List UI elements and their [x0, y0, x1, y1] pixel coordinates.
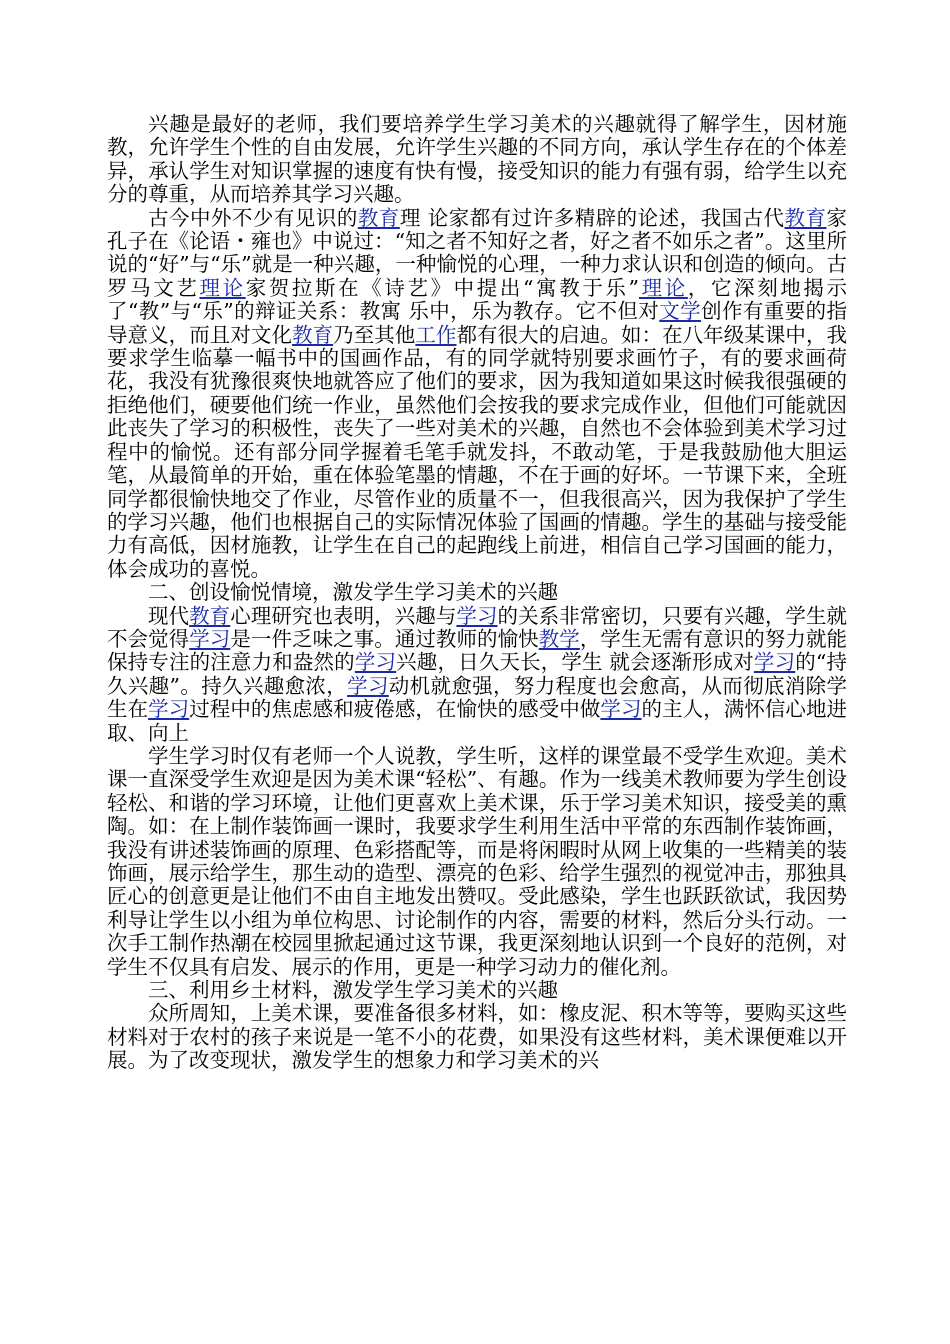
text-run: 的主人，满怀信心地进取、向上 — [107, 697, 848, 745]
para-ancient-views — [107, 207, 847, 582]
inline-link[interactable]: 学习 — [753, 650, 796, 675]
text-run: ，它深刻地揭示了“教”与“乐”的辩证关系：教寓 乐中，乐为教存。它不但对 — [107, 275, 848, 324]
text-run: 三、利用乡土材料，激发学生学习美术的兴趣 — [148, 978, 558, 1003]
text-run: 现代 — [148, 603, 190, 628]
text-run: ，学生无需有意识的努力就能保持专注的注意力和盎然的 — [107, 626, 848, 675]
inline-link[interactable]: 教学 — [538, 626, 580, 651]
heading-section-two — [107, 581, 847, 604]
inline-link[interactable]: 学习 — [189, 626, 231, 651]
text-run: 过程中的焦虑感和疲倦感，在愉快的感受中做 — [189, 697, 601, 722]
inline-link[interactable]: 学习 — [354, 650, 397, 675]
text-run: 创作有重要的指导意义，而且对文化 — [107, 299, 848, 347]
inline-link[interactable]: 工作 — [415, 322, 457, 347]
para-local-materials — [107, 1002, 847, 1072]
inline-link[interactable]: 教育 — [292, 322, 334, 347]
text-run: 的“持久兴趣”。持久兴趣愈浓， — [107, 650, 848, 698]
inline-link[interactable]: 学习 — [347, 673, 389, 698]
heading-section-three — [107, 979, 847, 1002]
inline-link[interactable]: 学习 — [600, 697, 642, 722]
document-page — [107, 113, 847, 1073]
para-modern-research — [107, 605, 847, 745]
text-run: 理 论家都有过许多精辟的论述，我国古代 — [399, 205, 785, 230]
text-run: 是一件乏味之事。通过教师的愉快 — [230, 626, 539, 651]
text-run: 都有很大的启迪。如：在八年级某课中，我要求学生临摹一幅书中的国画作品，有的同学就特别要求画竹子，有的要求画荷花，我没有犹豫很爽快地就答应了他们的要求，因为我知道如果这时候我很强硬的拒绝他们，硬要他们统一作业，虽然他们会按我的要求完成作业，但他们可能就因此丧失了学习的积极性，丧失了一些对美术的兴趣，自然也不会体验到美术学习过程中的愉悦。还有部分同学握着毛笔手就发抖，不敢动笔，于是我鼓励他大胆运笔，从最简单的开始，重在体验笔墨的情趣，不在于画的好坏。一节课下来，全班同学都很愉快地交了作业，尽管作业的质量不一，但我很高兴，因为我保护了学生的学习兴趣，他们也根据自己的实际情况体验了国画的情趣。学生的基础与接受能力有高低，因材施教，让学生在自己的起跑线上前进，相信自己学习国画的能力，体会成功的喜悦。 — [107, 322, 848, 581]
inline-link[interactable]: 文学 — [659, 299, 702, 324]
text-run: 古今中外不少有见识的 — [148, 205, 358, 230]
text-run: 心理研究也表明，兴趣与 — [230, 603, 457, 628]
inline-link[interactable]: 理论 — [639, 275, 688, 300]
text-run: 众所周知，上美术课，要准备很多材料，如：橡皮泥、积木等等，要购买这些材料对于农村的孩子来说是一笔不小的花费，如果没有这些材料，美术课便难以开展。为了改变现状，激发学生的想象力和学习美术的兴 — [107, 1001, 847, 1073]
text-run: 学生学习时仅有老师一个人说教，学生听，这样的课堂最不受学生欢迎。美术课一直深受学生欢迎是因为美术课“轻松”、有趣。作为一线美术教师要为学生创设轻松、和谐的学习环境，让他们更喜欢上美术课，乐于学习美术知识，接受美的熏陶。如：在上制作装饰画一课时，我要求学生利用生活中平常的东西制作装饰画，我没有讲述装饰画的原理、色彩搭配等，而是将闲暇时从网上收集的一些精美的装饰画，展示给学生，那生动的造型、漂亮的色彩、给学生强烈的视觉冲击，那独具匠心的创意更是让他们不由自主地发出赞叹。受此感染，学生也跃跃欲试，我因势利导让学生以小组为单位构思、讨论制作的内容，需要的材料，然后分头行动。一次手工制作热潮在校园里掀起通过这节课，我更深刻地认识到一个良好的范例，对学生不仅具有启发、展示的作用，更是一种学习动力的催化剂。 — [107, 743, 847, 979]
text-run: 的关系非常密切，只要有兴趣，学生就不会觉得 — [107, 603, 848, 651]
text-run: 家孔子在《论语・雍也》中说过：“知之者不知好之者，好之者不如乐之者”。这里所说的“好”与“乐”就是一种兴趣，一种愉悦的心理，一种力求认识和创造的倾向。古罗马文艺 — [107, 205, 847, 300]
para-interest-best-teacher — [107, 113, 847, 207]
text-run: 乃至其他 — [333, 322, 416, 347]
inline-link[interactable]: 学习 — [148, 697, 190, 722]
inline-link[interactable]: 教育 — [357, 205, 400, 230]
text-run: 二、创设愉悦情境，激发学生学习美术的兴趣 — [148, 580, 558, 605]
text-run: 家贺拉斯在《诗艺》中提出“寓教于乐” — [245, 275, 640, 300]
text-run: 动机就愈强，努力程度也会愈高，从而彻底消除学生在 — [107, 673, 848, 722]
text-run: 兴趣，日久天长，学生 就会逐渐形成对 — [396, 650, 754, 675]
inline-link[interactable]: 教育 — [189, 603, 231, 628]
inline-link[interactable]: 学习 — [456, 603, 498, 628]
inline-link[interactable]: 理论 — [199, 275, 246, 300]
inline-link[interactable]: 教育 — [784, 205, 827, 230]
text-run: 兴趣是最好的老师，我们要培养学生学习美术的兴趣就得了解学生，因材施教，允许学生个性的自由发展，允许学生兴趣的不同方向，承认学生存在的个体差异，承认学生对知识掌握的速度有快有慢，接受知识的能力有强有弱，给学生以充分的尊重，从而培养其学习兴趣。 — [107, 112, 847, 207]
para-decorative-painting — [107, 745, 847, 979]
